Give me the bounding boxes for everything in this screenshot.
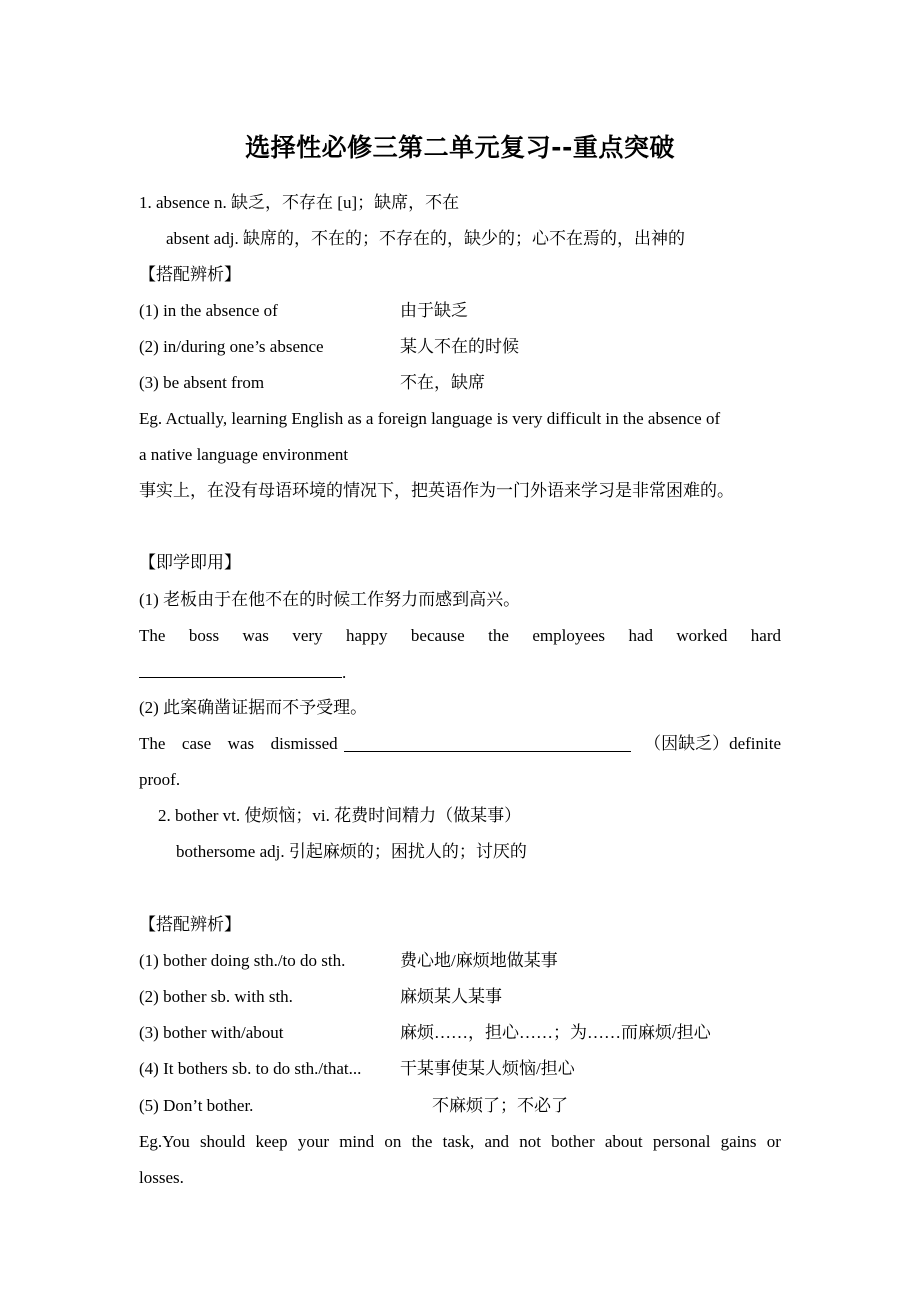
collocation1-en: (1) in the absence of — [139, 301, 278, 320]
q1-word: because — [410, 626, 465, 645]
eg2-word: about — [604, 1132, 643, 1151]
collocation2-3-zh: 麻烦……，担心……；为……而麻烦/担心 — [400, 1023, 711, 1042]
example2-line2: losses. — [139, 1168, 184, 1187]
eg2-word: mind — [339, 1132, 375, 1151]
collocations1-heading: 【搭配辨析】 — [139, 265, 241, 284]
eg2-word: your — [297, 1132, 329, 1151]
eg2-word: keep — [255, 1132, 288, 1151]
example1-translation: 事实上，在没有母语环境的情况下，把英语作为一门外语来学习是非常困难的。 — [139, 481, 734, 500]
eg2-word: not — [519, 1132, 541, 1151]
eg2-word: should — [199, 1132, 246, 1151]
q1-word: employees — [532, 626, 606, 645]
example2-line1 — [139, 1131, 781, 1153]
collocation2-5-en: (5) Don’t bother. — [139, 1096, 254, 1115]
q1-word: The — [139, 626, 166, 645]
q1-word: had — [628, 626, 653, 645]
collocation2-2-zh: 麻烦某人某事 — [400, 987, 502, 1006]
item1-heading: 1. absence n. 缺乏，不存在 [u]；缺席，不在 — [139, 193, 460, 212]
collocation2-2-en: (2) bother sb. with sth. — [139, 987, 293, 1006]
example1-line1: Eg. Actually, learning English as a foreign language is very difficult in the absence of — [139, 409, 721, 428]
item1-subheading: absent adj. 缺席的，不在的；不存在的，缺少的；心不在焉的，出神的 — [166, 229, 685, 248]
eg2-word: gains — [720, 1132, 757, 1151]
q1-word: happy — [345, 626, 388, 645]
collocation2-zh: 某人不在的时候 — [400, 337, 519, 356]
collocation2-1-en: (1) bother doing sth./to do sth. — [139, 951, 346, 970]
collocation2-3-en: (3) bother with/about — [139, 1023, 284, 1042]
item2-subheading: bothersome adj. 引起麻烦的；困扰人的；讨厌的 — [176, 842, 527, 861]
eg2-word: on — [384, 1132, 402, 1151]
practice-q2-end: proof. — [139, 770, 181, 789]
collocation2-1-zh: 费心地/麻烦地做某事 — [400, 951, 558, 970]
eg2-word: and — [484, 1132, 509, 1151]
eg2-word: personal — [652, 1132, 711, 1151]
practice-heading: 【即学即用】 — [139, 553, 241, 572]
q1-word: hard — [750, 626, 781, 645]
eg2-word: Eg.You — [139, 1132, 190, 1151]
page-title: 选择性必修三第二单元复习--重点突破 — [245, 133, 675, 162]
q1-period: . — [342, 663, 347, 682]
practice-q1-english — [139, 625, 781, 647]
collocation2-4-en: (4) It bothers sb. to do sth./that... — [139, 1059, 362, 1078]
q1-answer-blank[interactable] — [139, 661, 342, 678]
collocation3-zh: 不在，缺席 — [400, 373, 485, 392]
q1-word: was — [242, 626, 269, 645]
q1-word: the — [488, 626, 509, 645]
q2-start: The case was dismissed — [139, 734, 338, 753]
practice-q2-english — [139, 733, 781, 755]
collocation2-4-zh: 干某事使某人烦恼/担心 — [400, 1059, 575, 1078]
eg2-word: the — [411, 1132, 433, 1151]
collocation2-5-zh: 不麻烦了；不必了 — [432, 1096, 568, 1115]
q1-word: worked — [676, 626, 728, 645]
collocation3-en: (3) be absent from — [139, 373, 265, 392]
eg2-word: or — [766, 1132, 781, 1151]
practice-q2-chinese: (2) 此案确凿证据而不予受理。 — [139, 698, 368, 717]
item2-heading: 2. bother vt. 使烦恼；vi. 花费时间精力（做某事） — [158, 806, 522, 825]
eg2-word: bother — [551, 1132, 595, 1151]
collocations2-heading: 【搭配辨析】 — [139, 915, 241, 934]
q2-hint: （因缺乏）definite — [644, 734, 781, 753]
q2-answer-blank[interactable] — [344, 735, 631, 752]
practice-q1-chinese: (1) 老板由于在他不在的时候工作努力而感到高兴。 — [139, 590, 521, 609]
q1-word: boss — [188, 626, 220, 645]
practice-q1-answer-line — [139, 661, 346, 684]
eg2-word: task, — [442, 1132, 475, 1151]
q1-word: very — [292, 626, 323, 645]
collocation1-zh: 由于缺乏 — [400, 301, 468, 320]
example1-line2: a native language environment — [139, 445, 349, 464]
collocation2-en: (2) in/during one’s absence — [139, 337, 324, 356]
